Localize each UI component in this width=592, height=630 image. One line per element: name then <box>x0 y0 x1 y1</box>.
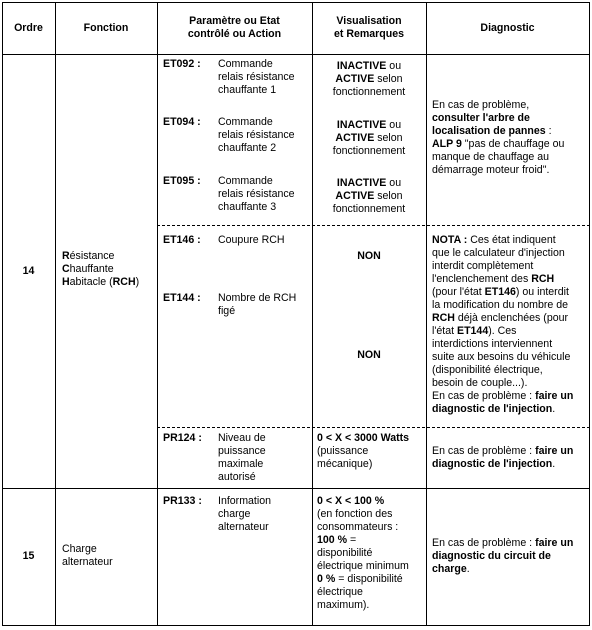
header-diagnostic: Diagnostic <box>480 21 535 34</box>
header-ordre: Ordre <box>14 21 43 34</box>
row-ordre-14: 14 <box>22 265 35 277</box>
vis-pr133: 0 < X < 100 % (en fonction des consommateurs : 100 % = disponibilité électrique minimum 0 % = disponibilité électrique maximum). <box>317 495 409 611</box>
table-border-right <box>589 2 590 625</box>
diag-et09x: En cas de problème, consulter l'arbre de localisation de pannes : ALP 9 "pas de chauffage ou manque de chauffage au démarrage moteur froid". <box>432 99 565 176</box>
row-fonction-charge: Charge alternateur <box>62 543 113 568</box>
dashed-separator <box>157 225 590 226</box>
param-code-et095: ET095 : <box>163 175 201 187</box>
column-divider <box>426 2 427 625</box>
row-fonction-rch: Résistance Chauffante Habitacle (RCH) <box>62 250 140 288</box>
param-label-pr124: Niveau de puissance maximale autorisé <box>218 432 266 483</box>
param-code-et094: ET094 : <box>163 116 201 128</box>
column-divider <box>312 2 313 625</box>
param-code-pr133: PR133 : <box>163 495 202 507</box>
table-border-bottom <box>2 625 590 626</box>
param-label-et094: Commande relais résistance chauffante 2 <box>218 116 295 154</box>
param-label-et092: Commande relais résistance chauffante 1 <box>218 58 295 96</box>
header-fonction: Fonction <box>83 21 129 34</box>
vis-et095: INACTIVE ou ACTIVE selon fonctionnement <box>332 177 406 215</box>
header-visualisation: Visualisation et Remarques <box>333 15 405 40</box>
vis-et092: INACTIVE ou ACTIVE selon fonctionnement <box>332 60 406 98</box>
row-ordre-15: 15 <box>22 550 35 562</box>
row-divider <box>2 488 590 489</box>
diag-pr124: En cas de problème : faire un diagnostic de l'injection. <box>432 445 574 470</box>
header-bottom-rule <box>2 54 590 55</box>
diag-nota: NOTA : Ces état indiquent que le calculateur d'injection interdit complètement l'enclenchement des RCH (pour l'état ET146) ou interdit la modification du nombre de RCH déjà enclenchées (pour l'état ET144). Ces interdictions interviennent suite aux besoins du véhicule (disponibilité électrique, besoin de couple...). En cas de problème : faire un diagnostic de l'injection. <box>432 234 574 415</box>
param-code-et144: ET144 : <box>163 292 201 304</box>
table-border-left <box>2 2 3 625</box>
param-code-pr124: PR124 : <box>163 432 202 444</box>
vis-et094: INACTIVE ou ACTIVE selon fonctionnement <box>332 119 406 157</box>
header-parametre: Paramètre ou Etat contrôlé ou Action <box>187 15 282 40</box>
param-code-et092: ET092 : <box>163 58 201 70</box>
param-code-et146: ET146 : <box>163 234 201 246</box>
param-label-et144: Nombre de RCH figé <box>218 292 297 317</box>
param-label-pr133: Information charge alternateur <box>218 495 271 533</box>
vis-pr124: 0 < X < 3000 Watts (puissance mécanique) <box>317 432 410 470</box>
param-label-et095: Commande relais résistance chauffante 3 <box>218 175 295 213</box>
diag-pr133: En cas de problème : faire un diagnostic du circuit de charge. <box>432 537 574 575</box>
column-divider <box>55 2 56 625</box>
column-divider <box>157 2 158 625</box>
param-label-et146: Coupure RCH <box>218 234 285 246</box>
dashed-separator <box>157 427 590 428</box>
vis-et144: NON <box>357 349 381 361</box>
vis-et146: NON <box>357 250 381 262</box>
